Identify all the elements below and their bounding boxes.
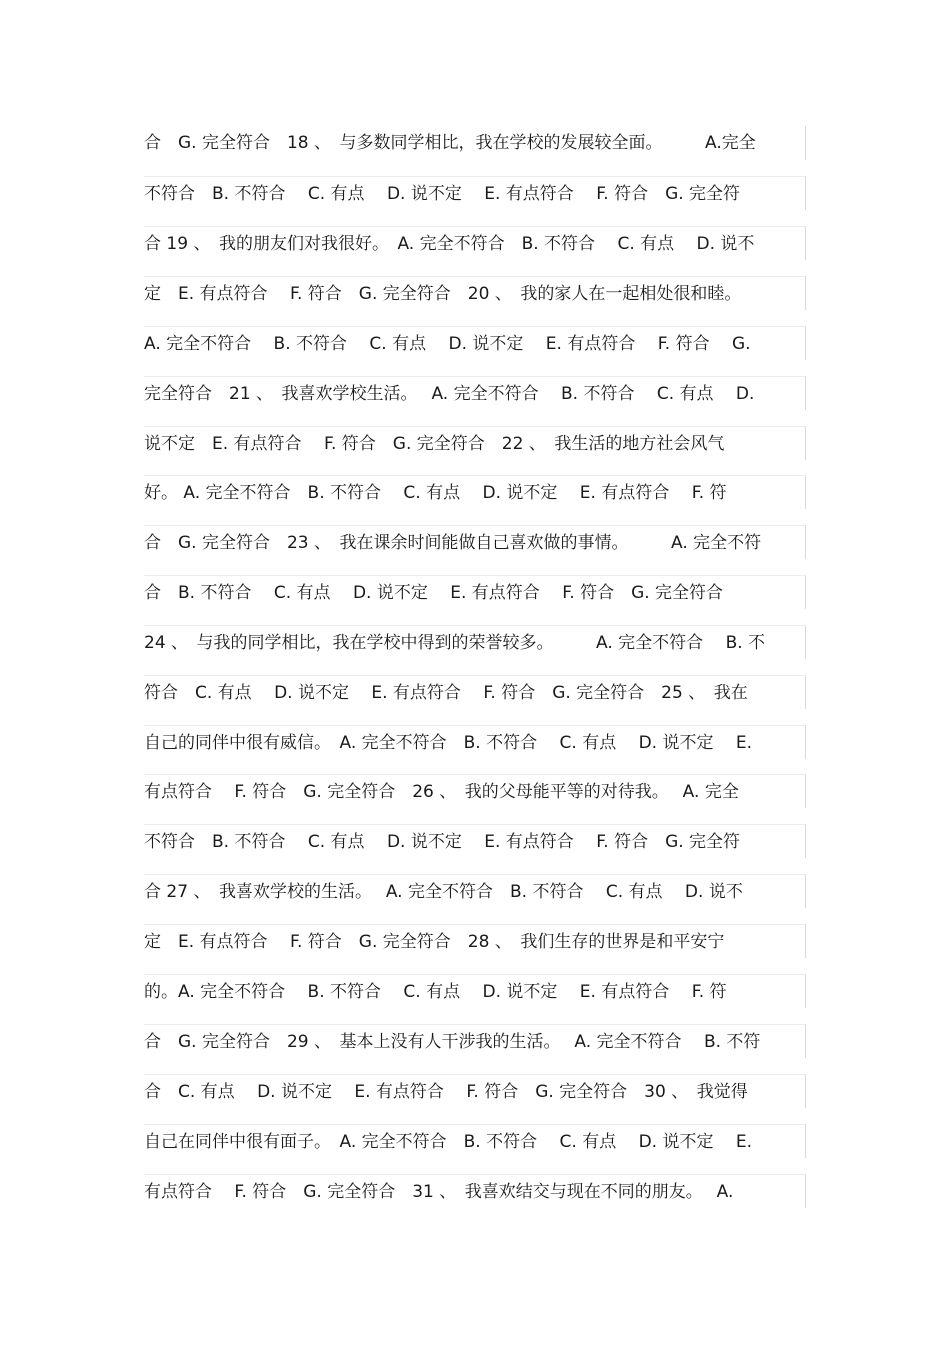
text-line: 合 G. 完全符合 23 、 我在课余时间能做自己喜欢做的事情。 A. 完全不符 [144, 525, 806, 559]
text-line: A. 完全不符合 B. 不符合 C. 有点 D. 说不定 E. 有点符合 F. 符合 G. [144, 326, 806, 360]
text-line: 完全符合 21 、 我喜欢学校生活。 A. 完全不符合 B. 不符合 C. 有点 D. [144, 376, 806, 410]
text-line: 合 G. 完全符合 18 、 与多数同学相比，我在学校的发展较全面。 A.完全 [144, 126, 806, 160]
text-line: 的。A. 完全不符合 B. 不符合 C. 有点 D. 说不定 E. 有点符合 F. 符 [144, 974, 806, 1008]
text-line: 说不定 E. 有点符合 F. 符合 G. 完全符合 22 、 我生活的地方社会风气 [144, 426, 806, 460]
text-line: 合 27 、 我喜欢学校的生活。 A. 完全不符合 B. 不符合 C. 有点 D. 说不 [144, 874, 806, 908]
text-line: 符合 C. 有点 D. 说不定 E. 有点符合 F. 符合 G. 完全符合 25 、 我在 [144, 675, 806, 709]
text-line: 定 E. 有点符合 F. 符合 G. 完全符合 28 、 我们生存的世界是和平安宁 [144, 924, 806, 958]
text-line: 合 B. 不符合 C. 有点 D. 说不定 E. 有点符合 F. 符合 G. 完全符合 [144, 575, 806, 609]
text-line: 合 G. 完全符合 29 、 基本上没有人干涉我的生活。 A. 完全不符合 B. 不符 [144, 1024, 806, 1058]
text-line: 合 19 、 我的朋友们对我很好。 A. 完全不符合 B. 不符合 C. 有点 D. 说不 [144, 226, 806, 260]
text-line: 有点符合 F. 符合 G. 完全符合 26 、 我的父母能平等的对待我。 A. 完全 [144, 774, 806, 808]
text-line: 不符合 B. 不符合 C. 有点 D. 说不定 E. 有点符合 F. 符合 G. 完全符 [144, 824, 806, 858]
text-line: 合 C. 有点 D. 说不定 E. 有点符合 F. 符合 G. 完全符合 30 、 我觉得 [144, 1074, 806, 1108]
text-line: 不符合 B. 不符合 C. 有点 D. 说不定 E. 有点符合 F. 符合 G. 完全符 [144, 176, 806, 210]
text-line: 定 E. 有点符合 F. 符合 G. 完全符合 20 、 我的家人在一起相处很和睦。 [144, 276, 806, 310]
text-line: 自己的同伴中很有威信。 A. 完全不符合 B. 不符合 C. 有点 D. 说不定 E. [144, 725, 806, 759]
text-line: 24 、 与我的同学相比，我在学校中得到的荣誉较多。 A. 完全不符合 B. 不 [144, 625, 806, 659]
text-line: 有点符合 F. 符合 G. 完全符合 31 、 我喜欢结交与现在不同的朋友。 A. [144, 1174, 806, 1208]
text-line: 好。 A. 完全不符合 B. 不符合 C. 有点 D. 说不定 E. 有点符合 F. 符 [144, 475, 806, 509]
text-line: 自己在同伴中很有面子。 A. 完全不符合 B. 不符合 C. 有点 D. 说不定 E. [144, 1124, 806, 1158]
